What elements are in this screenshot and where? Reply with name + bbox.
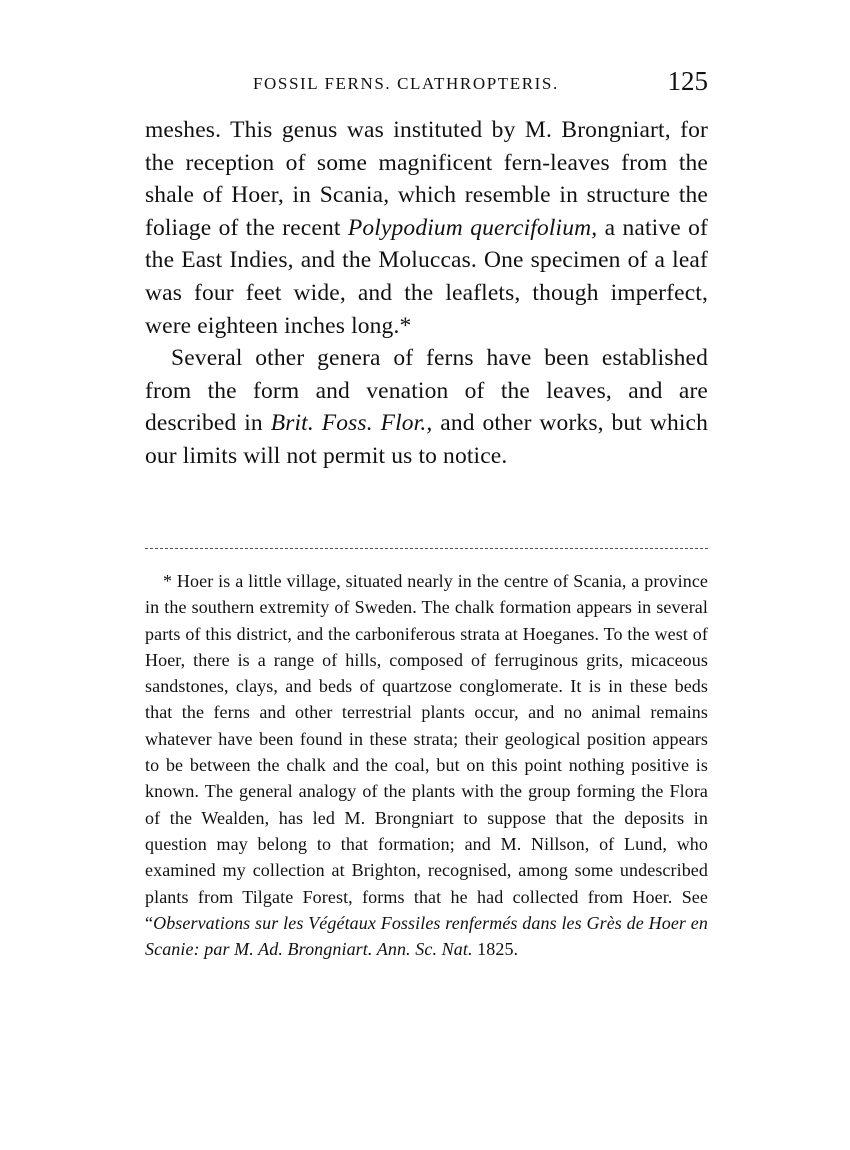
paragraph-1 (145, 114, 708, 342)
paragraph-1-text-a: meshes. This genus was instituted by M. Brongniart, for the reception of some magnificent fern-leaves from the shale of Hoer, in Scania, which resemble in structure the foliage of the recent (145, 117, 708, 241)
paragraph-2-text-a: Several other genera of ferns have been established from the form and venation of the leaves, and are described in (145, 345, 708, 437)
species-name: Polypodium quercifolium, (347, 214, 598, 241)
main-text (145, 114, 708, 473)
paragraph-1-text-b: a native of the East Indies, and the Moluccas. One specimen of a leaf was four feet wide, and the leaflets, though imperfect, were eighteen inches long.* (145, 214, 708, 339)
footnote (145, 568, 708, 962)
footnote-reference: Observations sur les Végétaux Fossiles renfermés dans les Grès de Hoer en Scanie: par M. Ad. Brongniart. Ann. Sc. Nat. (145, 912, 708, 960)
footnote-text: * Hoer is a little village, situated nearly in the centre of Scania, a province in the southern extremity of Sweden. The chalk formation appears in several parts of this district, and the carboniferous strata at Hoeganes. To the west of Hoer, there is a range of hills, composed of ferruginous grits, micaceous sandstones, clays, and beds of quartzose conglomerate. It is in these beds that the ferns and other terrestrial plants occur, and no animal remains whatever have been found in these strata; their geological position appears to be between the chalk and the coal, but on this point nothing positive is known. The general analogy of the plants with the group forming the Flora of the Wealden, has led M. Brongniart to suppose that the deposits in question may belong to that formation; and M. Nillson, of Lund, who examined my collection at Brighton, recognised, among some undescribed plants from Tilgate Forest, forms that he had collected from Hoer. See “ (145, 571, 708, 933)
book-title: Brit. Foss. Flor., (270, 410, 433, 437)
page-number: 125 (667, 66, 708, 96)
page-header (145, 66, 708, 98)
running-head: FOSSIL FERNS. CLATHROPTERIS. (253, 74, 559, 93)
paragraph-2 (145, 342, 708, 472)
footnote-year: 1825. (472, 939, 519, 960)
paragraph-2-text-b: and other works, but which our limits will not permit us to notice. (145, 410, 709, 469)
footnote-paragraph (145, 568, 708, 962)
footnote-divider (145, 548, 708, 549)
